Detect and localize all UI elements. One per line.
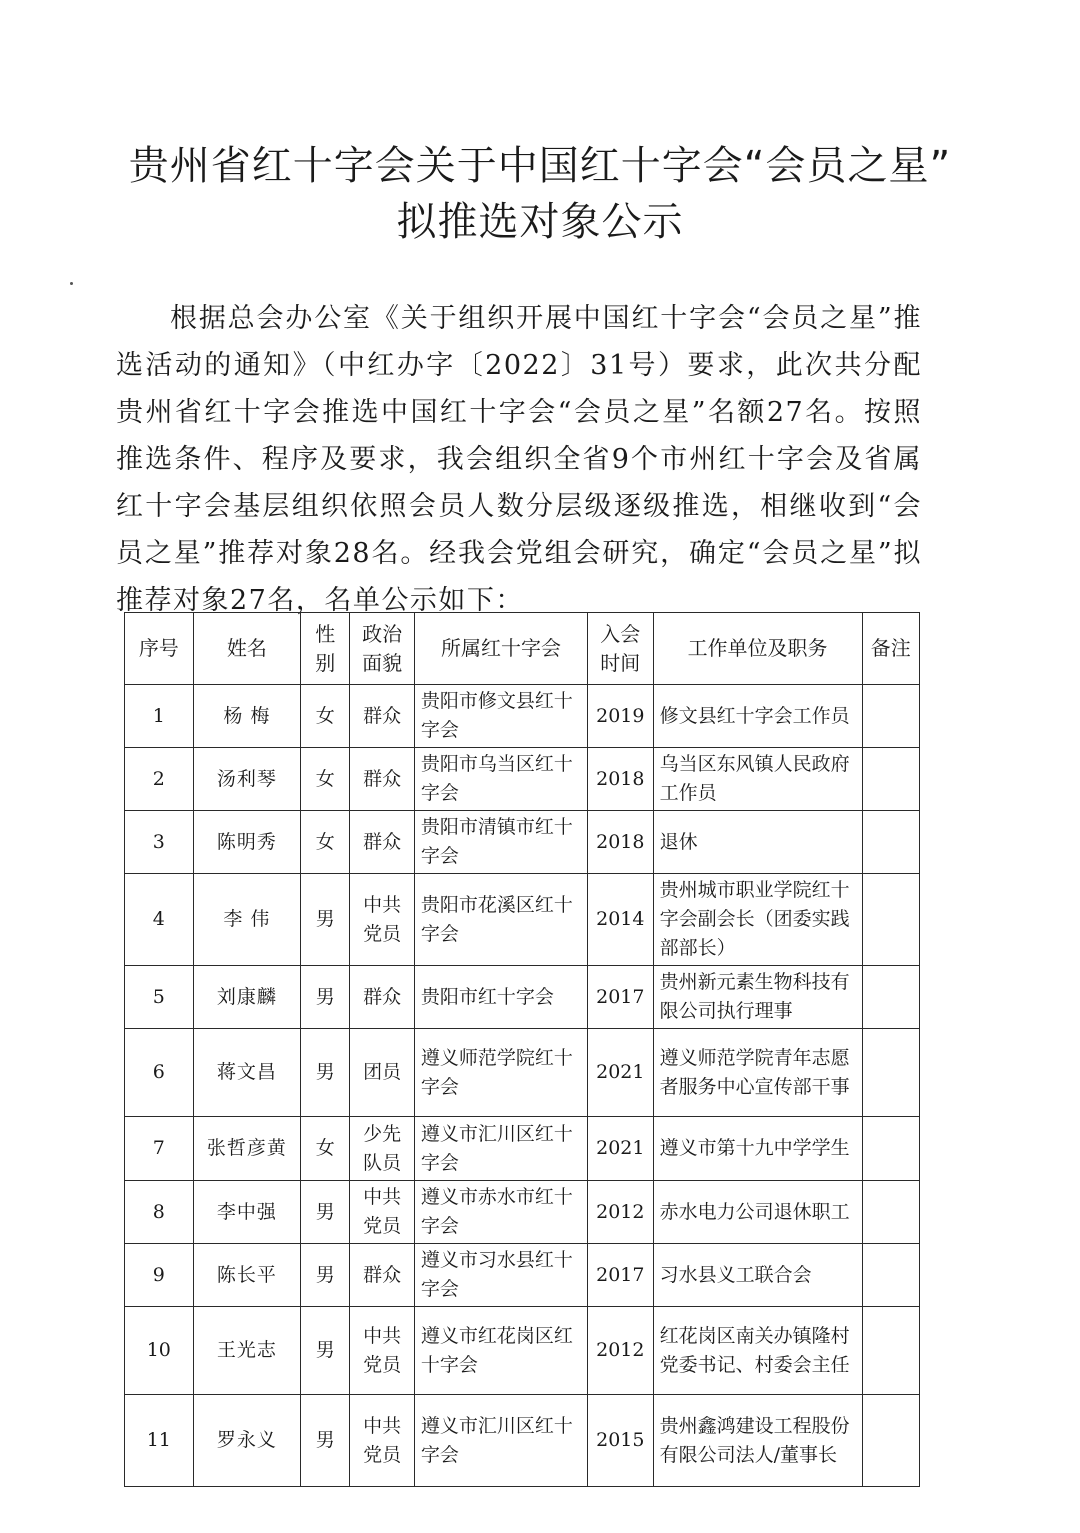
table-row: [125, 874, 920, 966]
nominee-table: [124, 612, 920, 1487]
document-title: [80, 138, 1000, 250]
cell-org: 遵义市汇川区红十字会: [414, 1395, 587, 1487]
cell-note: [862, 685, 919, 748]
cell-political: 群众: [350, 811, 415, 874]
cell-job: 遵义市第十九中学学生: [653, 1117, 862, 1181]
cell-political: 群众: [350, 966, 415, 1029]
cell-no: 10: [125, 1307, 194, 1395]
cell-job: 修文县红十字会工作员: [653, 685, 862, 748]
cell-year: 2012: [588, 1307, 654, 1395]
table-row: [125, 1307, 920, 1395]
header-name: 姓名: [193, 613, 301, 685]
cell-name: 汤利琴: [193, 748, 301, 811]
cell-sex: 男: [301, 1029, 350, 1117]
header-note: 备注: [862, 613, 919, 685]
table-row: [125, 1244, 920, 1307]
announcement-paragraph: 根据总会办公室《关于组织开展中国红十字会“会员之星”推选活动的通知》（中红办字〔2022〕31号）要求，此次共分配贵州省红十字会推选中国红十字会“会员之星”名额27名。按照推选条件、程序及要求，我会组织全省9个市州红十字会及省属红十字会基层组织依照会员人数分层级逐级推选，相继收到“会员之星”推荐对象28名。经我会党组会研究，确定“会员之星”拟推荐对象27名，名单公示如下：: [116, 303, 922, 616]
header-org: 所属红十字会: [414, 613, 587, 685]
cell-job: 退休: [653, 811, 862, 874]
table-row: [125, 748, 920, 811]
cell-job: 乌当区东风镇人民政府工作员: [653, 748, 862, 811]
cell-year: 2014: [588, 874, 654, 966]
cell-job: 贵州城市职业学院红十字会副会长（团委实践部部长）: [653, 874, 862, 966]
cell-sex: 男: [301, 1307, 350, 1395]
cell-sex: 男: [301, 874, 350, 966]
cell-political: 群众: [350, 748, 415, 811]
header-job: 工作单位及职务: [653, 613, 862, 685]
announcement-body: [116, 295, 922, 624]
scan-speck: [70, 282, 73, 285]
cell-no: 11: [125, 1395, 194, 1487]
cell-name: 张哲彦黄: [193, 1117, 301, 1181]
cell-no: 7: [125, 1117, 194, 1181]
cell-political: 中共党员: [350, 874, 415, 966]
cell-note: [862, 811, 919, 874]
cell-sex: 女: [301, 685, 350, 748]
header-year: 入会时间: [588, 613, 654, 685]
table-row: [125, 811, 920, 874]
table-row: [125, 1395, 920, 1487]
header-sex: 性别: [301, 613, 350, 685]
cell-year: 2018: [588, 748, 654, 811]
cell-sex: 男: [301, 1181, 350, 1244]
cell-note: [862, 1307, 919, 1395]
cell-political: 群众: [350, 685, 415, 748]
cell-name: 李中强: [193, 1181, 301, 1244]
header-political: 政治面貌: [350, 613, 415, 685]
title-line-2: 拟推选对象公示: [396, 199, 684, 245]
cell-job: 贵州新元素生物科技有限公司执行理事: [653, 966, 862, 1029]
table-row: [125, 685, 920, 748]
cell-no: 3: [125, 811, 194, 874]
cell-org: 贵阳市花溪区红十字会: [414, 874, 587, 966]
cell-no: 9: [125, 1244, 194, 1307]
cell-name: 罗永义: [193, 1395, 301, 1487]
cell-job: 红花岗区南关办镇隆村党委书记、村委会主任: [653, 1307, 862, 1395]
cell-year: 2021: [588, 1117, 654, 1181]
cell-no: 6: [125, 1029, 194, 1117]
cell-year: 2021: [588, 1029, 654, 1117]
cell-year: 2018: [588, 811, 654, 874]
table-row: [125, 966, 920, 1029]
cell-org: 遵义市赤水市红十字会: [414, 1181, 587, 1244]
cell-org: 遵义师范学院红十字会: [414, 1029, 587, 1117]
cell-job: 赤水电力公司退休职工: [653, 1181, 862, 1244]
cell-year: 2017: [588, 966, 654, 1029]
cell-org: 遵义市汇川区红十字会: [414, 1117, 587, 1181]
cell-org: 贵阳市乌当区红十字会: [414, 748, 587, 811]
table-row: [125, 1117, 920, 1181]
title-line-1: 贵州省红十字会关于中国红十字会“会员之星”: [128, 143, 952, 189]
cell-org: 贵阳市修文县红十字会: [414, 685, 587, 748]
cell-no: 2: [125, 748, 194, 811]
cell-note: [862, 874, 919, 966]
cell-job: 习水县义工联合会: [653, 1244, 862, 1307]
header-no: 序号: [125, 613, 194, 685]
cell-year: 2015: [588, 1395, 654, 1487]
cell-name: 王光志: [193, 1307, 301, 1395]
cell-job: 贵州鑫鸿建设工程股份有限公司法人/董事长: [653, 1395, 862, 1487]
cell-sex: 女: [301, 811, 350, 874]
cell-political: 中共党员: [350, 1181, 415, 1244]
cell-note: [862, 1029, 919, 1117]
cell-note: [862, 1395, 919, 1487]
cell-year: 2019: [588, 685, 654, 748]
cell-name: 陈长平: [193, 1244, 301, 1307]
table-row: [125, 1181, 920, 1244]
cell-org: 遵义市习水县红十字会: [414, 1244, 587, 1307]
cell-political: 中共党员: [350, 1307, 415, 1395]
cell-year: 2012: [588, 1181, 654, 1244]
cell-note: [862, 966, 919, 1029]
cell-political: 中共党员: [350, 1395, 415, 1487]
cell-no: 1: [125, 685, 194, 748]
cell-sex: 男: [301, 966, 350, 1029]
cell-name: 李 伟: [193, 874, 301, 966]
cell-no: 8: [125, 1181, 194, 1244]
cell-name: 杨 梅: [193, 685, 301, 748]
cell-sex: 女: [301, 748, 350, 811]
cell-sex: 男: [301, 1244, 350, 1307]
cell-note: [862, 1117, 919, 1181]
cell-sex: 女: [301, 1117, 350, 1181]
cell-sex: 男: [301, 1395, 350, 1487]
cell-name: 刘康麟: [193, 966, 301, 1029]
table-header: [125, 613, 920, 685]
cell-note: [862, 748, 919, 811]
cell-political: 群众: [350, 1244, 415, 1307]
cell-year: 2017: [588, 1244, 654, 1307]
cell-note: [862, 1244, 919, 1307]
cell-no: 4: [125, 874, 194, 966]
cell-political: 团员: [350, 1029, 415, 1117]
cell-political: 少先队员: [350, 1117, 415, 1181]
cell-job: 遵义师范学院青年志愿者服务中心宣传部干事: [653, 1029, 862, 1117]
cell-name: 陈明秀: [193, 811, 301, 874]
cell-no: 5: [125, 966, 194, 1029]
cell-name: 蒋文昌: [193, 1029, 301, 1117]
cell-org: 贵阳市红十字会: [414, 966, 587, 1029]
table-row: [125, 1029, 920, 1117]
table-body: [125, 685, 920, 1487]
cell-org: 贵阳市清镇市红十字会: [414, 811, 587, 874]
cell-org: 遵义市红花岗区红十字会: [414, 1307, 587, 1395]
cell-note: [862, 1181, 919, 1244]
